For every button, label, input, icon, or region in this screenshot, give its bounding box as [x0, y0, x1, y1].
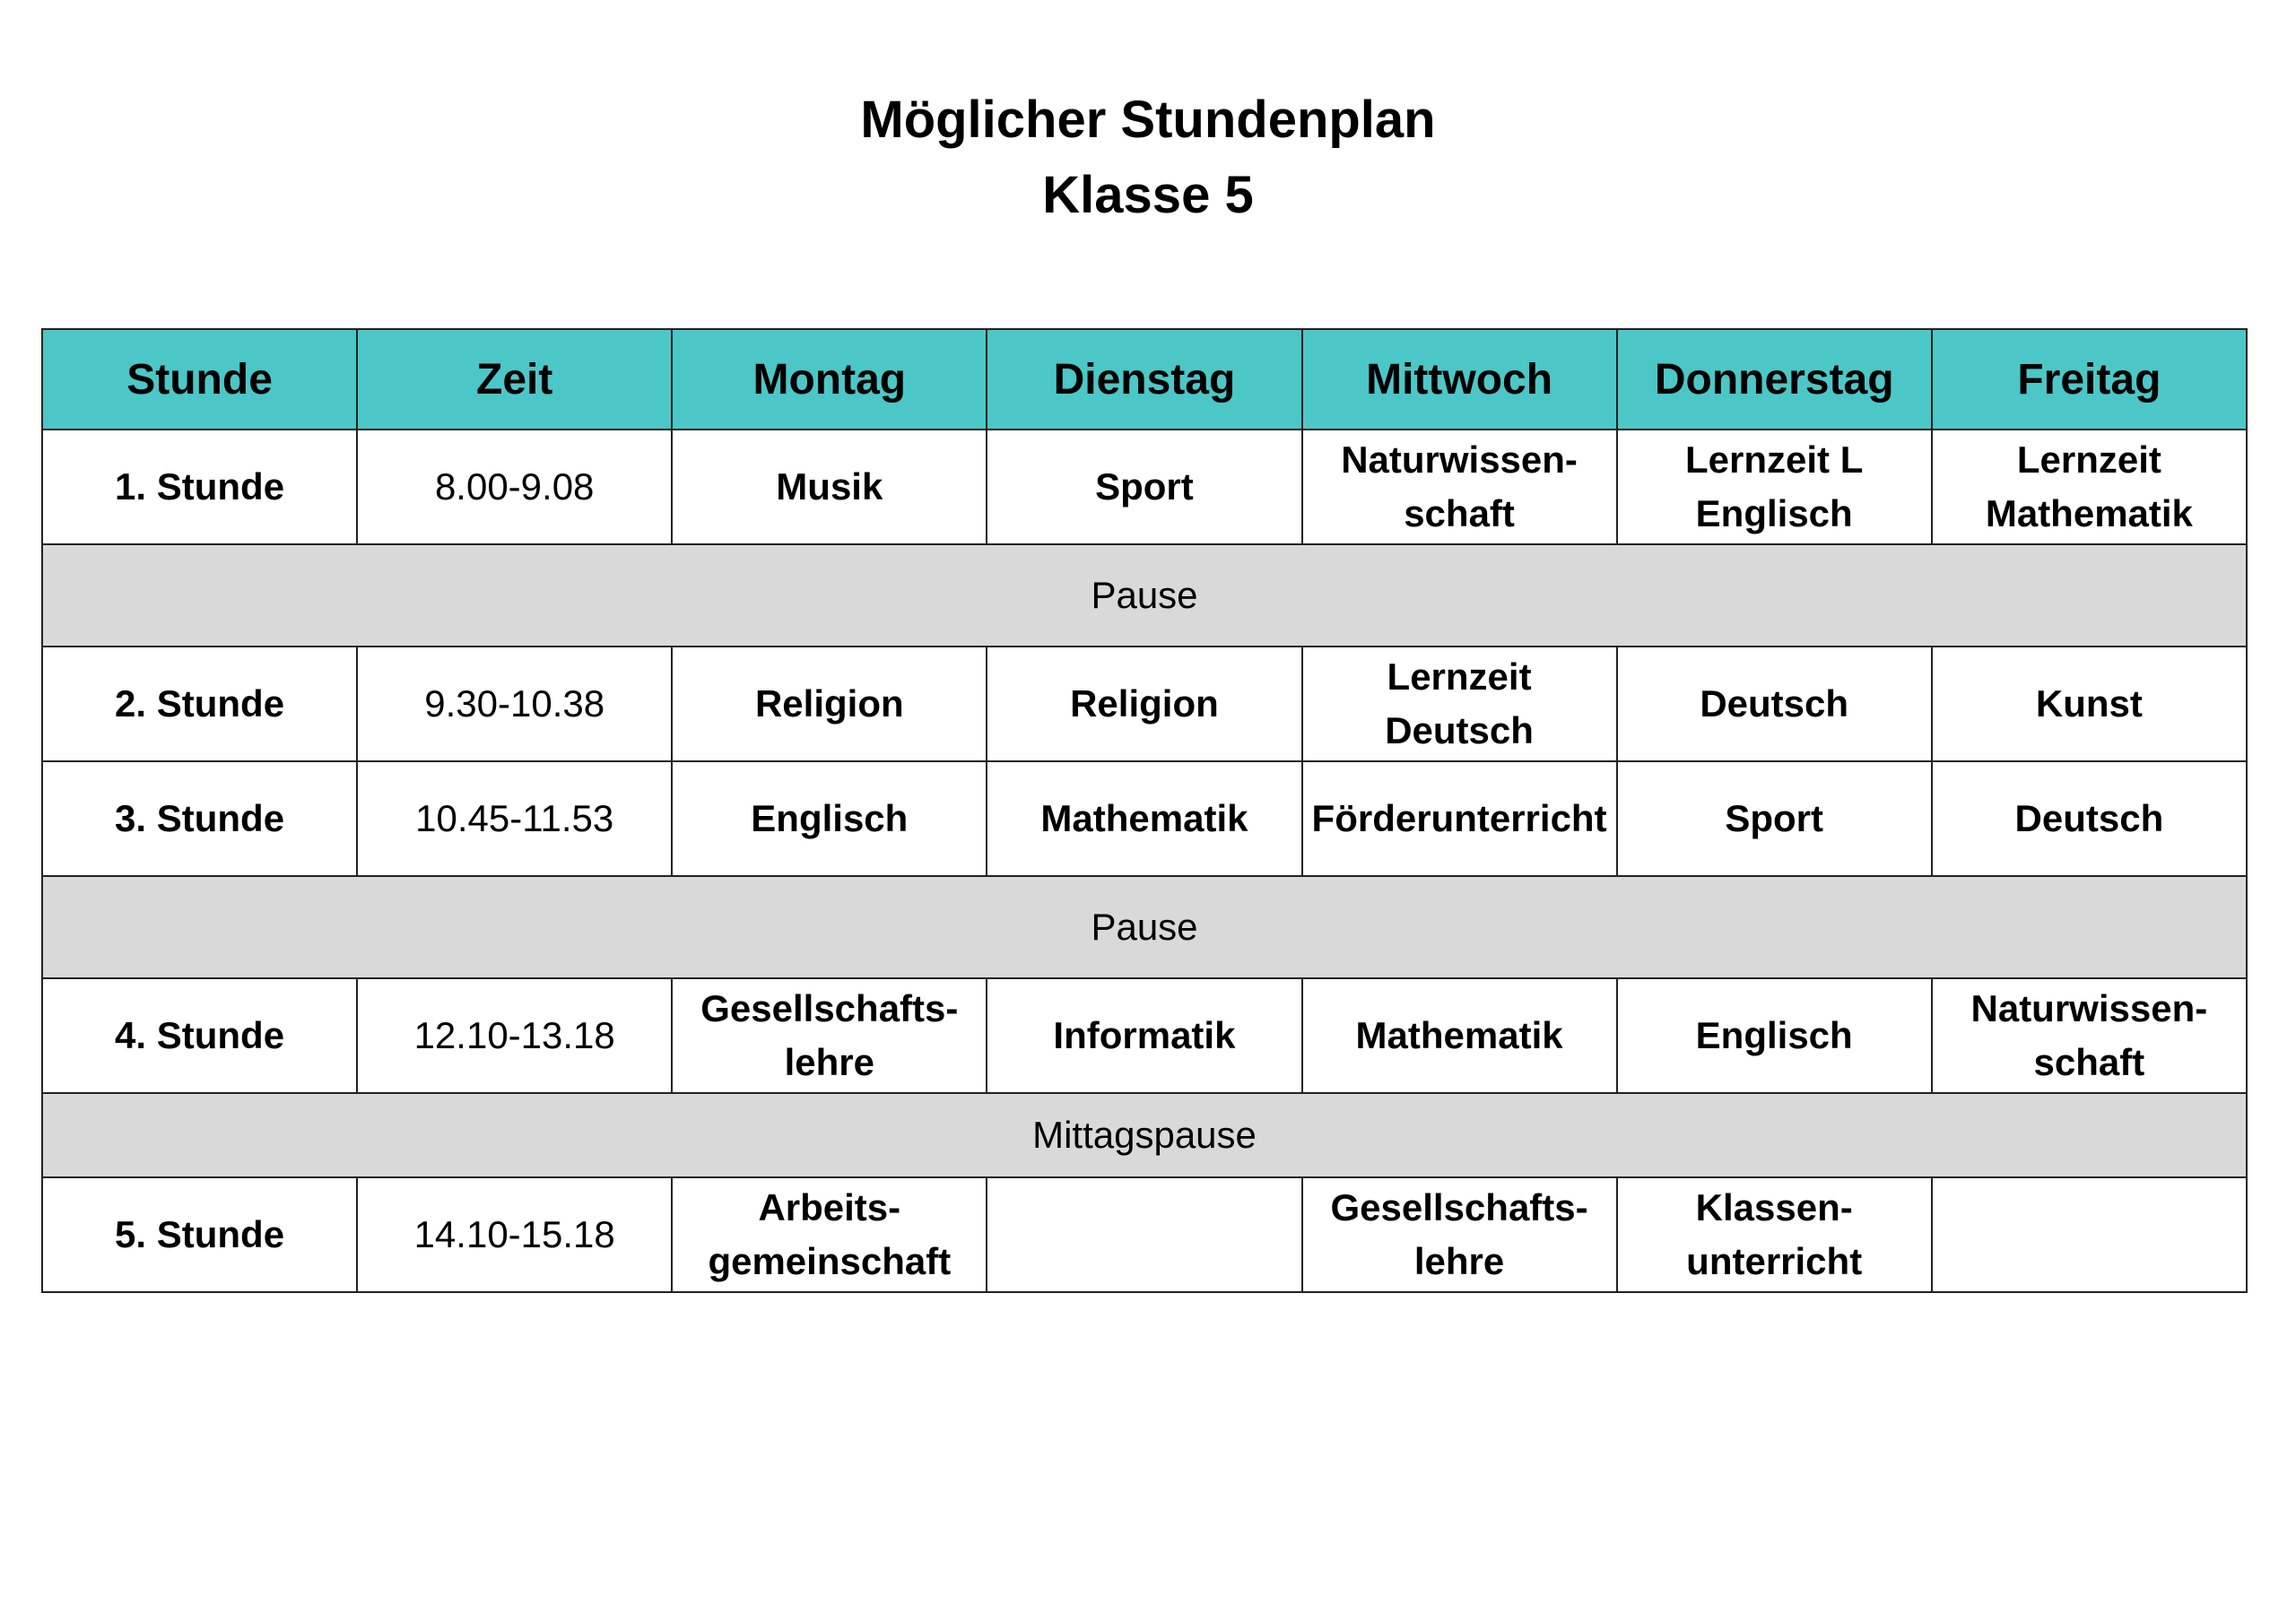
subject-text: lehre: [784, 1041, 874, 1083]
lesson-number: 4. Stunde: [42, 978, 357, 1093]
col-header-mittwoch: Mittwoch: [1302, 329, 1617, 430]
lesson-time: 10.45-11.53: [357, 761, 672, 876]
lesson-time: 9.30-10.38: [357, 647, 672, 761]
subject-cell-montag: [672, 1177, 987, 1292]
col-header-donnerstag: Donnerstag: [1617, 329, 1932, 430]
subject-cell-freitag: [1932, 978, 2247, 1093]
subject-text: gemeinschaft: [708, 1240, 952, 1282]
lesson-number: 2. Stunde: [42, 647, 357, 761]
lesson-number: 5. Stunde: [42, 1177, 357, 1292]
lesson-number: 3. Stunde: [42, 761, 357, 876]
lesson-row: [42, 647, 2247, 761]
timetable: [41, 328, 2248, 1293]
subject-text: Musik: [776, 465, 883, 508]
subject-text: Lernzeit: [1387, 655, 1532, 698]
subject-text: Informatik: [1053, 1014, 1236, 1056]
subject-text: Naturwissen-: [1970, 987, 2208, 1029]
subject-cell-donnerstag: [1617, 761, 1932, 876]
subject-cell-dienstag: [987, 761, 1301, 876]
lesson-row: [42, 978, 2247, 1093]
lesson-row: [42, 1177, 2247, 1292]
subject-text: Mathematik: [1985, 492, 2193, 534]
subject-cell-mittwoch: [1302, 978, 1617, 1093]
lesson-row: [42, 761, 2247, 876]
page-title: [0, 82, 2296, 233]
subject-text: Sport: [1095, 465, 1194, 508]
subject-cell-dienstag: [987, 978, 1301, 1093]
subject-text: Förderunterricht: [1311, 797, 1607, 839]
subject-text: Religion: [1070, 682, 1219, 725]
subject-text: Lernzeit L: [1685, 438, 1864, 481]
title-line-1: Möglicher Stundenplan: [860, 91, 1436, 149]
title-line-2: Klasse 5: [1042, 166, 1254, 224]
header-row: [42, 329, 2247, 430]
subject-cell-mittwoch: [1302, 647, 1617, 761]
col-header-stunde: Stunde: [42, 329, 357, 430]
subject-text: Sport: [1725, 797, 1824, 839]
subject-cell-donnerstag: [1617, 647, 1932, 761]
subject-cell-montag: [672, 978, 987, 1093]
subject-cell-mittwoch: [1302, 1177, 1617, 1292]
subject-text: Englisch: [1695, 1014, 1853, 1056]
subject-text: unterricht: [1686, 1240, 1863, 1282]
subject-text: Deutsch: [2014, 797, 2164, 839]
subject-text: Deutsch: [1700, 682, 1849, 725]
subject-text: Gesellschafts-: [1330, 1186, 1588, 1228]
subject-cell-freitag: [1932, 761, 2247, 876]
subject-text: Naturwissen-: [1341, 438, 1578, 481]
subject-cell-mittwoch: [1302, 761, 1617, 876]
lunch-break-row: [42, 1093, 2247, 1177]
subject-cell-dienstag: [987, 430, 1301, 544]
subject-text: Deutsch: [1385, 709, 1534, 751]
subject-text: Gesellschafts-: [700, 987, 959, 1029]
subject-text: schaft: [1404, 492, 1515, 534]
col-header-zeit: Zeit: [357, 329, 672, 430]
lesson-time: 8.00-9.08: [357, 430, 672, 544]
subject-cell-freitag: [1932, 1177, 2247, 1292]
col-header-freitag: Freitag: [1932, 329, 2247, 430]
subject-text: Mathematik: [1040, 797, 1248, 839]
subject-text: Arbeits-: [758, 1186, 901, 1228]
break-row: [42, 876, 2247, 978]
break-row: [42, 544, 2247, 647]
subject-text: Englisch: [751, 797, 909, 839]
lesson-time: 14.10-15.18: [357, 1177, 672, 1292]
subject-text: Lernzeit: [2016, 438, 2161, 481]
lesson-row: [42, 430, 2247, 544]
subject-text: Klassen-: [1695, 1186, 1853, 1228]
subject-cell-montag: [672, 430, 987, 544]
break-label: Mittagspause: [42, 1093, 2247, 1177]
timetable-body: [42, 430, 2247, 1292]
lesson-number: 1. Stunde: [42, 430, 357, 544]
subject-text: Mathematik: [1355, 1014, 1563, 1056]
subject-text: lehre: [1413, 1240, 1505, 1282]
subject-cell-donnerstag: [1617, 1177, 1932, 1292]
subject-text: schaft: [2033, 1041, 2145, 1083]
subject-cell-montag: [672, 761, 987, 876]
subject-cell-dienstag: [987, 1177, 1301, 1292]
subject-cell-freitag: [1932, 430, 2247, 544]
subject-cell-mittwoch: [1302, 430, 1617, 544]
break-label: Pause: [42, 876, 2247, 978]
subject-cell-dienstag: [987, 647, 1301, 761]
subject-cell-donnerstag: [1617, 978, 1932, 1093]
break-label: Pause: [42, 544, 2247, 647]
lesson-time: 12.10-13.18: [357, 978, 672, 1093]
subject-cell-montag: [672, 647, 987, 761]
col-header-montag: Montag: [672, 329, 987, 430]
subject-text: Religion: [754, 682, 904, 725]
subject-cell-freitag: [1932, 647, 2247, 761]
subject-text: Kunst: [2035, 682, 2143, 725]
subject-cell-donnerstag: [1617, 430, 1932, 544]
subject-text: Englisch: [1695, 492, 1853, 534]
col-header-dienstag: Dienstag: [987, 329, 1301, 430]
